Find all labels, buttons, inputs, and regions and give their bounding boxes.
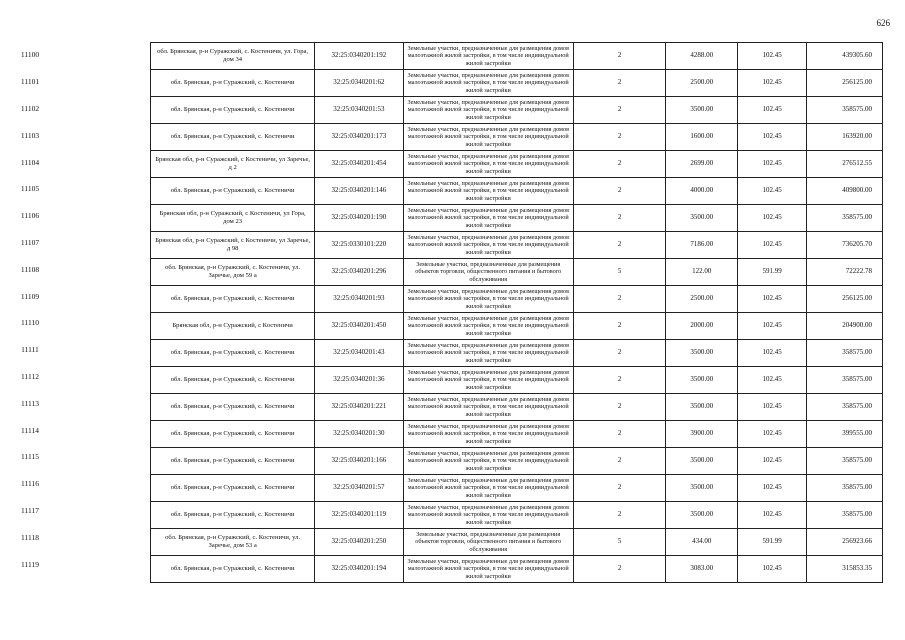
specific-value-cell: 102.45 <box>738 502 807 529</box>
address-cell: обл. Брянская, р-н Суражский, с. Костеничи <box>151 421 315 448</box>
address-cell: обл. Брянская, р-н Суражский, с. Костеничи <box>151 556 315 583</box>
area-cell: 122.00 <box>666 259 738 286</box>
cadastral-number-cell: 32:25:0340201:190 <box>315 205 403 232</box>
specific-value-cell: 591.99 <box>738 529 807 556</box>
area-cell: 2000.00 <box>666 313 738 340</box>
specific-value-cell: 102.45 <box>738 556 807 583</box>
cadastral-value-cell: 358575.00 <box>806 502 882 529</box>
specific-value-cell: 102.45 <box>738 232 807 259</box>
table-row <box>151 151 883 178</box>
cadastral-number-cell: 32:25:0340201:53 <box>315 97 403 124</box>
group-cell: 2 <box>573 313 665 340</box>
land-use-cell: Земельные участки, предназначенные для размещения объектов торговли, общественного питания и бытового обслуживания <box>403 259 573 286</box>
address-cell: Брянская обл, р-н Суражский, с Костеничи, ул Заречье, д 98 <box>151 232 315 259</box>
land-use-cell: Земельные участки, предназначенные для размещения домов малоэтажной жилой застройки, в том числе индивидуальной жилой застройки <box>403 151 573 178</box>
address-cell: обл. Брянская, р-н Суражский, с. Костеничи <box>151 475 315 502</box>
row-number: 11108 <box>20 264 40 274</box>
table-row <box>151 394 883 421</box>
row-number: 11112 <box>21 372 39 381</box>
table-row <box>151 232 883 259</box>
row-number-column <box>8 42 52 578</box>
group-cell: 2 <box>573 367 665 394</box>
row-number: 11107 <box>20 238 40 247</box>
area-cell: 4000.00 <box>666 178 738 205</box>
area-cell: 3500.00 <box>666 367 738 394</box>
specific-value-cell: 102.45 <box>738 448 807 475</box>
row-number: 11102 <box>20 104 40 113</box>
cadastral-value-cell: 358575.00 <box>806 475 882 502</box>
address-cell: обл. Брянская, р-н Суражский, с. Костеничи <box>151 178 315 205</box>
specific-value-cell: 102.45 <box>738 340 807 367</box>
row-number: 11116 <box>21 479 39 489</box>
table-row <box>151 286 883 313</box>
table-row <box>151 97 883 124</box>
table-row <box>151 313 883 340</box>
cadastral-value-cell: 736205.70 <box>806 232 882 259</box>
cadastral-value-table <box>150 42 883 583</box>
row-number: 11100 <box>20 50 40 60</box>
table-row <box>151 421 883 448</box>
group-cell: 2 <box>573 178 665 205</box>
table-row <box>151 475 883 502</box>
specific-value-cell: 102.45 <box>738 151 807 178</box>
address-cell: обл. Брянская, р-н Суражский, с. Костеничи, ул. Гора, дом 34 <box>151 43 315 70</box>
area-cell: 7186.00 <box>666 232 738 259</box>
area-cell: 3500.00 <box>666 394 738 421</box>
address-cell: обл. Брянская, р-н Суражский, с. Костеничи <box>151 367 315 394</box>
land-use-cell: Земельные участки, предназначенные для размещения домов малоэтажной жилой застройки, в том числе индивидуальной жилой застройки <box>403 205 573 232</box>
area-cell: 3500.00 <box>666 475 738 502</box>
group-cell: 2 <box>573 394 665 421</box>
specific-value-cell: 102.45 <box>738 367 807 394</box>
group-cell: 2 <box>573 70 665 97</box>
specific-value-cell: 102.45 <box>738 178 807 205</box>
table-row <box>151 205 883 232</box>
cadastral-number-cell: 32:25:0340201:36 <box>315 367 403 394</box>
group-cell: 2 <box>573 448 665 475</box>
address-cell: Брянская обл, р-н Суражский, с Костеничи, ул Заречье, д 2 <box>151 151 315 178</box>
cadastral-number-cell: 32:25:0340201:62 <box>315 70 403 97</box>
area-cell: 3500.00 <box>666 340 738 367</box>
area-cell: 3083.00 <box>666 556 738 583</box>
cadastral-number-cell: 32:25:0340201:173 <box>315 124 403 151</box>
cadastral-number-cell: 32:25:0340201:450 <box>315 313 403 340</box>
cadastral-value-cell: 72222.78 <box>806 259 882 286</box>
group-cell: 2 <box>573 151 665 178</box>
group-cell: 2 <box>573 421 665 448</box>
area-cell: 2699.00 <box>666 151 738 178</box>
cadastral-value-cell: 276512.55 <box>806 151 882 178</box>
group-cell: 2 <box>573 475 665 502</box>
address-cell: Брянская обл, р-н Суражский, с Костеничи, ул Гора, дом 23 <box>151 205 315 232</box>
specific-value-cell: 102.45 <box>738 43 807 70</box>
address-cell: обл. Брянская, р-н Суражский, с. Костеничи <box>151 448 315 475</box>
cadastral-number-cell: 32:25:0340201:146 <box>315 178 403 205</box>
specific-value-cell: 102.45 <box>738 313 807 340</box>
cadastral-value-cell: 358575.00 <box>806 340 882 367</box>
cadastral-number-cell: 32:25:0330101:220 <box>315 232 403 259</box>
land-use-cell: Земельные участки, предназначенные для размещения домов малоэтажной жилой застройки, в том числе индивидуальной жилой застройки <box>403 124 573 151</box>
cadastral-number-cell: 32:25:0340201:30 <box>315 421 403 448</box>
land-use-cell: Земельные участки, предназначенные для размещения домов малоэтажной жилой застройки, в том числе индивидуальной жилой застройки <box>403 340 573 367</box>
table-row <box>151 124 883 151</box>
land-use-cell: Земельные участки, предназначенные для размещения домов малоэтажной жилой застройки, в том числе индивидуальной жилой застройки <box>403 70 573 97</box>
table-row <box>151 259 883 286</box>
land-use-cell: Земельные участки, предназначенные для размещения домов малоэтажной жилой застройки, в том числе индивидуальной жилой застройки <box>403 475 573 502</box>
cadastral-value-cell: 358575.00 <box>806 97 882 124</box>
area-cell: 3500.00 <box>666 97 738 124</box>
cadastral-number-cell: 32:25:0340201:192 <box>315 43 403 70</box>
row-number: 11103 <box>20 130 40 140</box>
cadastral-value-cell: 358575.00 <box>806 205 882 232</box>
land-use-cell: Земельные участки, предназначенные для размещения домов малоэтажной жилой застройки, в том числе индивидуальной жилой застройки <box>403 97 573 124</box>
specific-value-cell: 591.99 <box>738 259 807 286</box>
area-cell: 2500.00 <box>666 70 738 97</box>
address-cell: обл. Брянская, р-н Суражский, с. Костеничи <box>151 340 315 367</box>
table-row <box>151 556 883 583</box>
specific-value-cell: 102.45 <box>738 97 807 124</box>
cadastral-number-cell: 32:25:0340201:57 <box>315 475 403 502</box>
page-number: 626 <box>876 18 890 28</box>
table-row <box>151 178 883 205</box>
row-number: 11109 <box>20 291 40 301</box>
area-cell: 2500.00 <box>666 286 738 313</box>
land-use-cell: Земельные участки, предназначенные для размещения домов малоэтажной жилой застройки, в том числе индивидуальной жилой застройки <box>403 178 573 205</box>
cadastral-number-cell: 32:25:0340201:454 <box>315 151 403 178</box>
row-number: 11111 <box>21 345 39 355</box>
cadastral-number-cell: 32:25:0340201:119 <box>315 502 403 529</box>
table-row <box>151 448 883 475</box>
cadastral-value-cell: 315853.35 <box>806 556 882 583</box>
group-cell: 2 <box>573 205 665 232</box>
cadastral-value-cell: 358575.00 <box>806 448 882 475</box>
land-use-cell: Земельные участки, предназначенные для размещения домов малоэтажной жилой застройки, в том числе индивидуальной жилой застройки <box>403 313 573 340</box>
specific-value-cell: 102.45 <box>738 475 807 502</box>
area-cell: 3500.00 <box>666 502 738 529</box>
group-cell: 2 <box>573 340 665 367</box>
address-cell: обл. Брянская, р-н Суражский, с. Костеничи <box>151 70 315 97</box>
row-number: 11105 <box>20 184 40 194</box>
cadastral-value-cell: 358575.00 <box>806 394 882 421</box>
cadastral-value-cell: 163920.00 <box>806 124 882 151</box>
row-number: 11119 <box>21 559 39 569</box>
specific-value-cell: 102.45 <box>738 421 807 448</box>
table-row <box>151 529 883 556</box>
group-cell: 5 <box>573 529 665 556</box>
row-number: 11104 <box>20 157 40 167</box>
cadastral-number-cell: 32:25:0340201:250 <box>315 529 403 556</box>
cadastral-value-cell: 399555.00 <box>806 421 882 448</box>
row-number: 11101 <box>20 77 40 87</box>
specific-value-cell: 102.45 <box>738 70 807 97</box>
area-cell: 3900.00 <box>666 421 738 448</box>
group-cell: 5 <box>573 259 665 286</box>
land-use-cell: Земельные участки, предназначенные для размещения объектов торговли, общественного питания и бытового обслуживания <box>403 529 573 556</box>
row-number: 11106 <box>20 211 40 221</box>
area-cell: 3500.00 <box>666 205 738 232</box>
cadastral-value-cell: 439305.60 <box>806 43 882 70</box>
land-use-cell: Земельные участки, предназначенные для размещения домов малоэтажной жилой застройки, в том числе индивидуальной жилой застройки <box>403 367 573 394</box>
cadastral-number-cell: 32:25:0340201:93 <box>315 286 403 313</box>
address-cell: обл. Брянская, р-н Суражский, с. Костеничи <box>151 124 315 151</box>
area-cell: 1600.00 <box>666 124 738 151</box>
address-cell: обл. Брянская, р-н Суражский, с. Костеничи, ул. Заречье, дом 59 а <box>151 259 315 286</box>
row-number: 11114 <box>21 425 39 435</box>
specific-value-cell: 102.45 <box>738 286 807 313</box>
address-cell: обл. Брянская, р-н Суражский, с. Костеничи <box>151 394 315 421</box>
group-cell: 2 <box>573 43 665 70</box>
address-cell: обл. Брянская, р-н Суражский, с. Костеничи <box>151 502 315 529</box>
cadastral-number-cell: 32:25:0340201:166 <box>315 448 403 475</box>
cadastral-number-cell: 32:25:0340201:221 <box>315 394 403 421</box>
group-cell: 2 <box>573 232 665 259</box>
cadastral-value-cell: 256125.00 <box>806 286 882 313</box>
table-row <box>151 340 883 367</box>
group-cell: 2 <box>573 286 665 313</box>
cadastral-number-cell: 32:25:0340201:194 <box>315 556 403 583</box>
area-cell: 3500.00 <box>666 448 738 475</box>
land-use-cell: Земельные участки, предназначенные для размещения домов малоэтажной жилой застройки, в том числе индивидуальной жилой застройки <box>403 286 573 313</box>
land-use-cell: Земельные участки, предназначенные для размещения домов малоэтажной жилой застройки, в том числе индивидуальной жилой застройки <box>403 448 573 475</box>
cadastral-number-cell: 32:25:0340201:296 <box>315 259 403 286</box>
table-row <box>151 70 883 97</box>
row-number: 11113 <box>21 398 39 408</box>
row-number: 11117 <box>21 506 39 515</box>
land-use-cell: Земельные участки, предназначенные для размещения домов малоэтажной жилой застройки, в том числе индивидуальной жилой застройки <box>403 502 573 529</box>
area-cell: 4288.00 <box>666 43 738 70</box>
address-cell: обл. Брянская, р-н Суражский, с. Костеничи <box>151 97 315 124</box>
specific-value-cell: 102.45 <box>738 124 807 151</box>
table-row <box>151 367 883 394</box>
land-use-cell: Земельные участки, предназначенные для размещения домов малоэтажной жилой застройки, в том числе индивидуальной жилой застройки <box>403 394 573 421</box>
group-cell: 2 <box>573 502 665 529</box>
group-cell: 2 <box>573 124 665 151</box>
table-row <box>151 43 883 70</box>
area-cell: 434.00 <box>666 529 738 556</box>
specific-value-cell: 102.45 <box>738 205 807 232</box>
specific-value-cell: 102.45 <box>738 394 807 421</box>
table-row <box>151 502 883 529</box>
cadastral-value-cell: 256125.00 <box>806 70 882 97</box>
group-cell: 2 <box>573 556 665 583</box>
row-number: 11118 <box>21 532 39 542</box>
cadastral-value-cell: 409800.00 <box>806 178 882 205</box>
cadastral-value-cell: 204900.00 <box>806 313 882 340</box>
land-use-cell: Земельные участки, предназначенные для размещения домов малоэтажной жилой застройки, в том числе индивидуальной жилой застройки <box>403 43 573 70</box>
cadastral-value-cell: 256923.66 <box>806 529 882 556</box>
land-use-cell: Земельные участки, предназначенные для размещения домов малоэтажной жилой застройки, в том числе индивидуальной жилой застройки <box>403 232 573 259</box>
address-cell: обл. Брянская, р-н Суражский, с. Костеничи <box>151 286 315 313</box>
group-cell: 2 <box>573 97 665 124</box>
address-cell: Брянская обл, р-н Суражский, с Костеничи <box>151 313 315 340</box>
land-use-cell: Земельные участки, предназначенные для размещения домов малоэтажной жилой застройки, в том числе индивидуальной жилой застройки <box>403 421 573 448</box>
address-cell: обл. Брянская, р-н Суражский, с. Костеничи, ул. Заречье, дом 53 а <box>151 529 315 556</box>
land-use-cell: Земельные участки, предназначенные для размещения домов малоэтажной жилой застройки, в том числе индивидуальной жилой застройки <box>403 556 573 583</box>
table-body <box>151 43 883 583</box>
row-number: 11110 <box>21 318 39 328</box>
row-number: 11115 <box>21 452 39 462</box>
cadastral-value-cell: 358575.00 <box>806 367 882 394</box>
cadastral-number-cell: 32:25:0340201:43 <box>315 340 403 367</box>
